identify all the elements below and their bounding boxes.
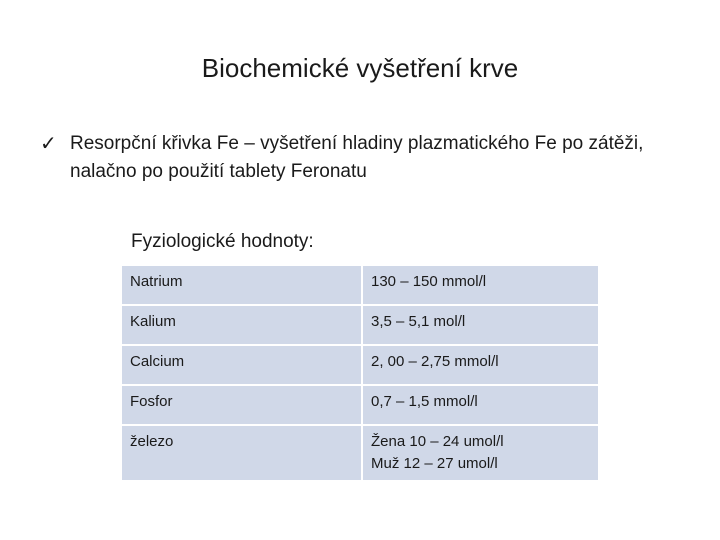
reference-values-table — [120, 264, 600, 482]
checkmark-icon: ✓ — [40, 133, 57, 155]
subheading: Fyziologické hodnoty: — [131, 231, 314, 252]
row-name-cell: Fosfor — [121, 385, 362, 425]
row-name-cell: Natrium — [121, 265, 362, 305]
row-value-cell: 2, 00 – 2,75 mmol/l — [362, 345, 599, 385]
row-value-cell — [362, 425, 599, 481]
bullet-item — [40, 130, 680, 186]
row-name-cell: Kalium — [121, 305, 362, 345]
slide-title: Biochemické vyšetření krve — [201, 53, 519, 83]
row-name-cell: Calcium — [121, 345, 362, 385]
table-row — [121, 385, 599, 425]
table-row — [121, 305, 599, 345]
value-line: Žena 10 – 24 umol/l — [371, 433, 504, 450]
row-value-cell: 3,5 – 5,1 mol/l — [362, 305, 599, 345]
bullet-text: Resorpční křivka Fe – vyšetření hladiny plazmatického Fe po zátěži, nalačno po použití tablety Feronatu — [70, 133, 644, 182]
table-row — [121, 345, 599, 385]
table-row — [121, 425, 599, 481]
row-name-cell: železo — [121, 425, 362, 481]
value-line: Muž 12 – 27 umol/l — [371, 455, 498, 472]
table-row — [121, 265, 599, 305]
row-value-cell: 130 – 150 mmol/l — [362, 265, 599, 305]
row-value-cell: 0,7 – 1,5 mmol/l — [362, 385, 599, 425]
